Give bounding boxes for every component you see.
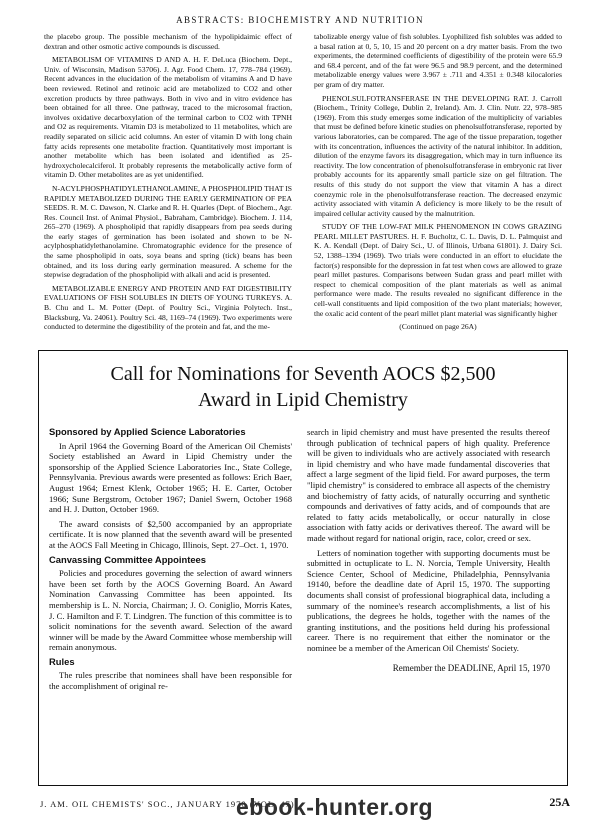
paragraph-sponsored: In April 1964 the Governing Board of the American Oil Chemists' Society established an Award in Lipid Chemistry under the sponsorship of the Applied Science Laboratories Inc., State College, Pennsylvania. Previous awards were presented as follows: Erich Baer, August 1964; Ernest Klenk, October 1965; H. E. Carter, October 1966; Sune Bergstrom, October 1967; Daniel Swern, October 1968 and H. J. Dutton, October 1969. (49, 440, 292, 515)
announcement-title-line-2: Award in Lipid Chemistry (198, 389, 408, 411)
announcement-title-line-1: Call for Nominations for Seventh AOCS $2,500 (110, 363, 496, 385)
paragraph-canvassing: Policies and procedures governing the selection of award winners have been set forth by the AOCS Governing Board. An Award Nomination Canvassing Committee has been appointed. Its membership is L. N. Norcia, Chairman; J. O. Coniglio, Morris Kates, J. C. Hamilton and F. T. Lindgren. The function of this committee is to solicit nominations for the seventh award. Selection of the award winner will be made by the Award Committee whose membership will remain anonymous. (49, 568, 292, 653)
paragraph-rules-start: The rules prescribe that nominees shall have been responsible for the accomplishment of original re- (49, 670, 292, 692)
footer-citation: J. AM. OIL CHEMISTS' SOC., JANUARY 1970 (VOL. 47) (40, 799, 295, 809)
abstract-fish-solubles: METABOLIZABLE ENERGY AND PROTEIN AND FAT DIGESTIBILITY EVALUATIONS OF FISH SOLUBLES IN DIETS OF YOUNG TURKEYS. A. B. Chu and L. M. Potter (Dept. of Poultry Sci., Virginia Polytech. Inst., Blacksburg, Va. 24061). Poultry Sci. 48, 1169–74 (1969). Two experiments were conducted to determine the digestibility of the protein and fat, and the me- (44, 283, 292, 332)
abstract-column-left (44, 32, 292, 336)
deadline-reminder: Remember the DEADLINE, April 15, 1970 (392, 663, 550, 674)
heading-canvassing: Canvassing Committee Appointees (49, 553, 206, 565)
paragraph-award: The award consists of $2,500 accompanied by an appropriate certificate. It is now planned that the seventh award will be presented at the AOCS Fall Meeting in Chicago, Illinois, Sept. 27–Oct. 1, 1970. (49, 518, 292, 550)
running-head: ABSTRACTS: BIOCHEMISTRY AND NUTRITION (176, 15, 424, 25)
paragraph-rules-continued: search in lipid chemistry and must have presented the results thereof through publication of technical papers of high quality. Preference will be given to individuals who are actively associated with research in lipid chemistry and who have made fundamental discoveries that affect a large segment of the lipid field. For award purposes, the term "lipid chemistry" is considered to embrace all aspects of the chemistry and biochemistry of fatty acids, of naturally occurring and synthetic compounds and derivatives of fatty acids, and of compounds that are related to fatty acids metabolically, or occur naturally in close association with fatty acids or derivatives thereof. The award will be made without regard for national origin, race, color, creed or sex. (307, 427, 550, 543)
heading-sponsored: Sponsored by Applied Science Laboratories (49, 426, 246, 437)
heading-rules: Rules (49, 655, 75, 667)
abstract-n-acylphosphatidylethanolamine: N-ACYLPHOSPHATIDYLETHANOLAMINE, A PHOSPHOLIPID THAT IS RAPIDLY METABOLIZED DURING THE EARLY GERMINATION OF PEA SEEDS. R. M. C. Dawson, N. Clarke and R. H. Quarles (Dept. of Biochem., Agr. Res. Council Inst. of Animal Physiol., Babraham, Cambridge). Biochem. J. 114, 265–270 (1969). A phospholipid that rapidly disappears from pea seeds during the early stages of germination has been isolated and shown to be N-acylphosphatidylethanolamine. Chromatographic evidence for the presence of the same phospholipid in oats, soya beans and spring (tick) beans has been obtained, and its loss during early germination measured. A scheme for the stepwise degradation of the phospholipid with alkali and acid is presented. (44, 183, 292, 280)
abstract-paragraph: the placebo group. The possible mechanism of the hypolipidaimic effect of dextran and other osmotic active compounds is discussed. (44, 32, 292, 51)
paragraph-letters: Letters of nomination together with supporting documents must be submitted in octuplicate to L. N. Norcia, Temple University, Health Science Center, School of Medicine, Philadelphia, Pennsylvania 19140, before the deadline date of April 15, 1970. The supporting documents shall consist of professional biographical data, including a summary of the nominee's research accomplishments, a list of his publications, the degrees he holds, together with the names of the granting institutions, and the positions held during his professional career. There is no requirement that either the nominator or the nominee be a member of the American Oil Chemists' Society. (307, 547, 550, 653)
abstract-column-right (314, 32, 562, 332)
abstract-paragraph: tabolizable energy value of fish solubles. Lyophilized fish solubles was added to a basal ration at 0, 5, 10, 15 and 20 percent on a dry matter basis. From the two experiments, the determined coefficients of digestibility of the protein were 65.9 and 68.4 percent, and of the fat were 96.5 and 98.9 percent, and the determined metabolizable energy values were 3.967 ± .711 and 4.351 ± 0.348 kilocalories per gram of dry matter. (314, 32, 562, 89)
announcement-column-left (49, 427, 292, 696)
abstract-vitamins-d-a: METABOLISM OF VITAMINS D AND A. H. F. DeLuca (Biochem. Dept., Univ. of Wisconsin, Madison 53706). J. Agr. Food Chem. 17, 778–784 (1969). Recent advances in the elucidation of the metabolism of vitamins A and D have been reviewed. Retinol and retinoic acid are metabolized to CO2 and other excretion products by three pathways. Both in vivo and in vitro evidence has been obtained for all three. One pathway, traced to the microsomal fraction, involves oxidative decarboxylation of the terminal carbon to CO2 with TPNH and O2 as requirements. Vitamin D3 is metabolized to 11 metabolites, which are readily separated on silicic acid columns. An ester of vitamin D with long chain fatty acids represents one metabolite fraction. Quantitatively most important is another metabolite which has been isolated and identified as 25-hydroxycholecalciferol. It probably represents the metabolically active form of vitamin D. Other metabolites are as yet unidentified. (44, 55, 292, 180)
abstract-phenolsulfotransferase: PHENOLSULFOTRANSFERASE IN THE DEVELOPING RAT. J. Carroll (Biochem., Trinity College, Dublin 2, Ireland). Am. J. Clin. Nutr. 22, 978–985 (1969). From this study emerges some indication of the multiplicity of variables that must be defined before kinetic studies on phenolsulfotransferase, reported by various laboratories, can be compared. The age of the tissue preparation, together with its concentration, influences the activity of the natural inhibitor. In addition, dilution of the enzyme favors its disaggregation, which may in turn influence its reactivity. The low concentration of phenolsulfotransferase in embryonic rat liver probably accounts for its apparently small particle size on gel filtration. The results of this study do not support the view that vitamin A has a direct coenzymic role in the phenolsulfotransferase reaction. The decreased enzymic activity associated with vitamin A deficiency is more likely to be the result of impaired cellular activity caused by the malnutrition. (314, 93, 562, 218)
abstract-low-fat-milk: STUDY OF THE LOW-FAT MILK PHENOMENON IN COWS GRAZING PEARL MILLET PASTURES. H. F. Bucholtz, C. L. Davis, D. L. Palmquist and K. A. Kendall (Dept. of Dairy Sci., U. of Illinois, Urbana 61801). J. Dairy Sci. 52, 1388–1394 (1969). Two trials were conducted in an effort to elucidate the factor(s) responsible for the depression in fat test when cows are allowed to graze pearl millet pastures. Comparisons between Sudan grass and pearl millet with respect to chemical composition of the plant materials as well as animal performance were made. The results revealed no significant difference in the cell-wall constituents and lipid composition of the two plant materials; however, the oxalic acid content of the pearl millet plant material was significantly higher (314, 222, 562, 318)
announcement-title (39, 361, 567, 413)
announcement-column-right (307, 427, 550, 674)
continued-note: (Continued on page 26A) (399, 322, 477, 332)
page-number: 25A (549, 795, 570, 809)
award-announcement-box (38, 350, 568, 786)
abstract-columns (44, 32, 562, 342)
watermark: ebook-hunter.org (236, 794, 434, 820)
